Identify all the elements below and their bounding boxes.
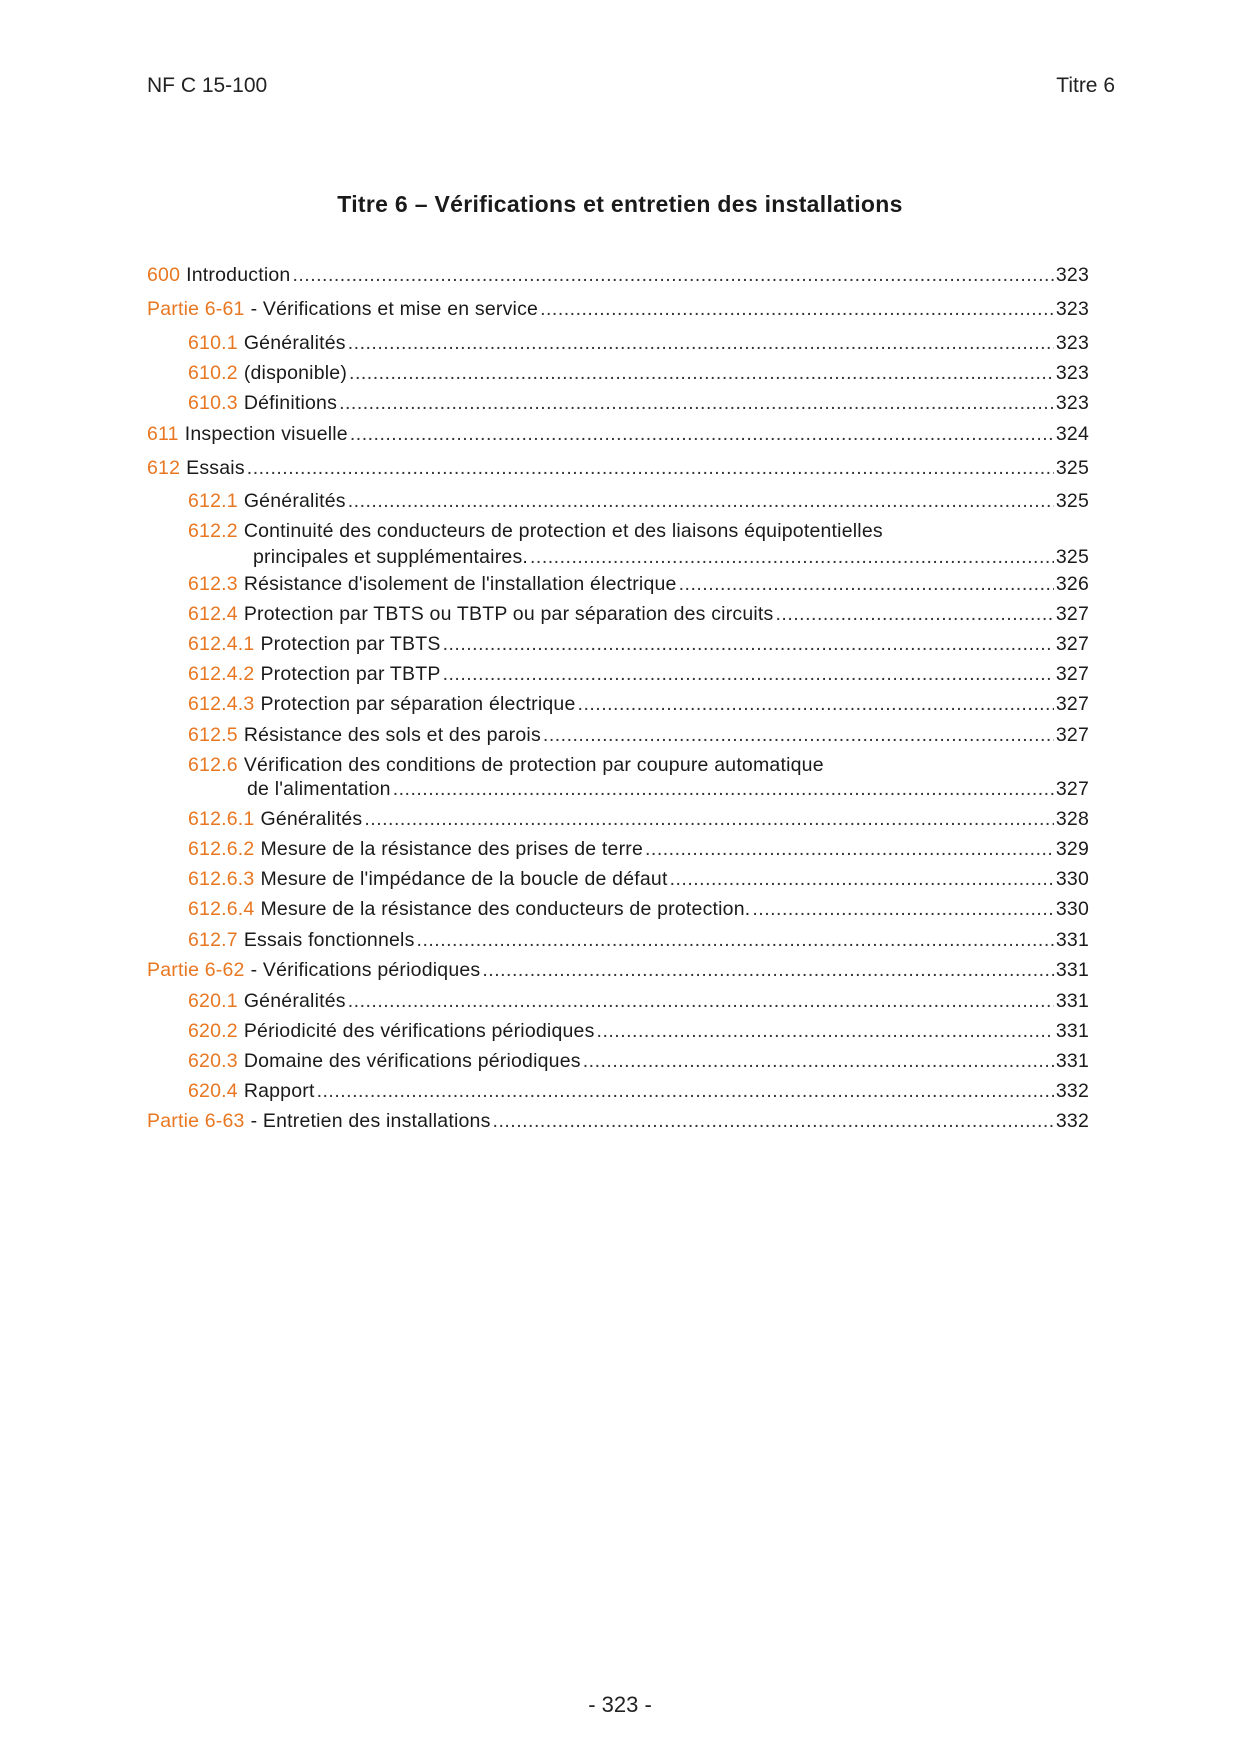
toc-entry-title: - Vérifications périodiques <box>250 959 481 981</box>
toc-entry-title: - Entretien des installations <box>250 1110 491 1132</box>
toc-entry-title: Définitions <box>243 392 338 414</box>
toc-leader-dots <box>679 571 1054 597</box>
toc-entry-title: (disponible) <box>243 362 348 384</box>
toc-entry[interactable] <box>188 866 1089 892</box>
toc-entry-number[interactable]: 612.4.1 <box>188 633 255 655</box>
toc-entry-page: 324 <box>1055 423 1089 445</box>
toc-entry[interactable] <box>188 601 1089 627</box>
toc-entry-number[interactable]: 620.2 <box>188 1020 238 1042</box>
toc-leader-dots <box>417 927 1054 953</box>
toc-entry[interactable] <box>147 296 1089 322</box>
toc-entry-number[interactable]: 612.1 <box>188 490 238 512</box>
toc-entry-continuation <box>247 776 1089 802</box>
toc-leader-dots <box>247 455 1054 481</box>
toc-leader-dots <box>292 262 1053 288</box>
toc-leader-dots <box>597 1018 1054 1044</box>
toc-leader-dots <box>752 896 1053 922</box>
toc-entry[interactable] <box>188 988 1089 1014</box>
toc-entry-title: Protection par TBTS <box>260 633 441 655</box>
toc-entry-number[interactable]: 620.4 <box>188 1080 238 1102</box>
toc-entry-page: 331 <box>1055 990 1089 1012</box>
toc-entry[interactable] <box>188 752 1089 778</box>
toc-entry-page: 327 <box>1055 693 1089 715</box>
toc-entry-page: 329 <box>1055 838 1089 860</box>
toc-entry-number[interactable]: 612.4.2 <box>188 663 255 685</box>
toc-entry-number[interactable]: 620.1 <box>188 990 238 1012</box>
toc-entry[interactable] <box>188 631 1089 657</box>
toc-entry[interactable] <box>188 927 1089 953</box>
toc-entry[interactable] <box>188 836 1089 862</box>
toc-entry-page: 330 <box>1055 868 1089 890</box>
toc-entry[interactable] <box>188 691 1089 717</box>
page-number: - 323 - <box>588 1692 652 1717</box>
toc-entry[interactable] <box>188 488 1089 514</box>
toc-entry-page: 331 <box>1055 1020 1089 1042</box>
toc-entry-title: Essais <box>186 457 245 479</box>
toc-entry[interactable] <box>147 1108 1089 1134</box>
toc-leader-dots <box>339 390 1054 416</box>
toc-entry[interactable] <box>188 360 1089 386</box>
toc-entry-title: Domaine des vérifications périodiques <box>243 1050 581 1072</box>
toc-entry-page: 331 <box>1055 959 1089 981</box>
toc-leader-dots <box>540 296 1054 322</box>
toc-leader-dots <box>393 776 1054 802</box>
toc-entry-title: Protection par TBTP <box>260 663 441 685</box>
toc-entry-page: 323 <box>1055 392 1089 414</box>
toc-entry-number[interactable]: 612.5 <box>188 724 238 746</box>
toc-entry-page: 323 <box>1055 298 1089 320</box>
toc-entry-number[interactable]: 610.1 <box>188 332 238 354</box>
toc-entry-number[interactable]: 612.4.3 <box>188 693 255 715</box>
toc-entry[interactable] <box>188 390 1089 416</box>
running-header-section: Titre 6 <box>1056 74 1115 97</box>
toc-entry-number[interactable]: 610.2 <box>188 362 238 384</box>
toc-leader-dots <box>364 806 1053 832</box>
toc-entry-title: Vérification des conditions de protection par coupure automatique <box>243 754 824 776</box>
toc-entry-title: Généralités <box>243 490 346 512</box>
toc-entry[interactable] <box>188 722 1089 748</box>
toc-entry-number[interactable]: 620.3 <box>188 1050 238 1072</box>
toc-entry[interactable] <box>188 330 1089 356</box>
toc-leader-dots <box>776 601 1054 627</box>
toc-entry-title-continued: principales et supplémentaires. <box>253 546 529 568</box>
toc-entry[interactable] <box>188 1078 1089 1104</box>
toc-leader-dots <box>543 722 1054 748</box>
toc-entry-number[interactable]: Partie 6-63 <box>147 1110 245 1132</box>
toc-entry[interactable] <box>147 421 1089 447</box>
toc-entry-page: 331 <box>1055 1050 1089 1072</box>
toc-entry-title: Mesure de la résistance des conducteurs de protection. <box>260 898 751 920</box>
toc-entry[interactable] <box>188 1048 1089 1074</box>
toc-entry-page: 332 <box>1055 1080 1089 1102</box>
toc-entry[interactable] <box>188 571 1089 597</box>
toc-leader-dots <box>645 836 1054 862</box>
toc-entry-number[interactable]: 612.4 <box>188 603 238 625</box>
toc-entry-page: 327 <box>1055 603 1089 625</box>
toc-entry[interactable] <box>188 896 1089 922</box>
toc-entry[interactable] <box>188 518 1089 544</box>
toc-entry-page: 327 <box>1055 633 1089 655</box>
toc-entry-page: 331 <box>1055 929 1089 951</box>
toc-entry-title: - Vérifications et mise en service <box>250 298 539 320</box>
toc-entry-title: Introduction <box>186 264 291 286</box>
toc-entry-page: 328 <box>1055 808 1089 830</box>
toc-entry-page: 330 <box>1055 898 1089 920</box>
toc-leader-dots <box>578 691 1054 717</box>
toc-entry-number[interactable]: 612.6.3 <box>188 868 255 890</box>
toc-entry-title: Inspection visuelle <box>184 423 348 445</box>
toc-entry-number[interactable]: 612 <box>147 457 181 479</box>
toc-entry[interactable] <box>147 262 1089 288</box>
toc-entry-title-continued: de l'alimentation <box>247 778 391 800</box>
toc-leader-dots <box>670 866 1054 892</box>
toc-entry-title: Résistance d'isolement de l'installation électrique <box>243 573 677 595</box>
toc-entry-title: Protection par séparation électrique <box>260 693 576 715</box>
toc-leader-dots <box>349 360 1054 386</box>
toc-leader-dots <box>348 488 1054 514</box>
toc-entry-number[interactable]: 600 <box>147 264 181 286</box>
toc-leader-dots <box>350 421 1054 447</box>
toc-entry-page: 332 <box>1055 1110 1089 1132</box>
toc-leader-dots <box>443 631 1054 657</box>
toc-entry-title: Rapport <box>243 1080 315 1102</box>
toc-entry-title: Mesure de la résistance des prises de terre <box>260 838 643 860</box>
toc-entry-number[interactable]: 612.6 <box>188 754 238 776</box>
toc-entry[interactable] <box>147 455 1089 481</box>
toc-entry-page: 327 <box>1055 778 1089 800</box>
running-header-standard: NF C 15-100 <box>147 74 268 97</box>
toc-entry[interactable] <box>188 661 1089 687</box>
toc-entry-title: Mesure de l'impédance de la boucle de défaut <box>260 868 668 890</box>
toc-entry-number[interactable]: Partie 6-61 <box>147 298 245 320</box>
toc-entry-title: Périodicité des vérifications périodiques <box>243 1020 595 1042</box>
toc-entry-number[interactable]: 612.3 <box>188 573 238 595</box>
toc-entry-number[interactable]: 612.6.4 <box>188 898 255 920</box>
page-title: Titre 6 – Vérifications et entretien des installations <box>337 191 903 217</box>
toc-leader-dots <box>348 330 1054 356</box>
toc-leader-dots <box>493 1108 1054 1134</box>
toc-entry-page: 323 <box>1055 362 1089 384</box>
toc-entry-number[interactable]: 612.6.2 <box>188 838 255 860</box>
toc-entry-number[interactable]: 612.2 <box>188 520 238 542</box>
toc-entry-page: 325 <box>1055 546 1089 568</box>
toc-entry-number[interactable]: 612.7 <box>188 929 238 951</box>
toc-leader-dots <box>530 544 1054 570</box>
toc-entry-number[interactable]: Partie 6-62 <box>147 959 245 981</box>
toc-entry[interactable] <box>188 806 1089 832</box>
toc-leader-dots <box>348 988 1054 1014</box>
toc-entry-page: 323 <box>1055 332 1089 354</box>
toc-entry-page: 327 <box>1055 663 1089 685</box>
toc-entry-number[interactable]: 611 <box>147 423 179 445</box>
toc-entry-page: 325 <box>1055 457 1089 479</box>
toc-entry-title: Continuité des conducteurs de protection et des liaisons équipotentielles <box>243 520 883 542</box>
toc-leader-dots <box>482 957 1054 983</box>
toc-entry-title: Généralités <box>243 990 346 1012</box>
toc-leader-dots <box>443 661 1054 687</box>
toc-entry-title: Résistance des sols et des parois <box>243 724 541 746</box>
toc-entry-title: Généralités <box>243 332 346 354</box>
toc-entry-title: Essais fonctionnels <box>243 929 415 951</box>
toc-entry-number[interactable]: 612.6.1 <box>188 808 255 830</box>
toc-entry-number[interactable]: 610.3 <box>188 392 238 414</box>
toc-entry-page: 323 <box>1055 264 1089 286</box>
toc-entry[interactable] <box>147 957 1089 983</box>
toc-entry-page: 325 <box>1055 490 1089 512</box>
toc-entry-page: 327 <box>1055 724 1089 746</box>
toc-leader-dots <box>317 1078 1054 1104</box>
toc-entry-page: 326 <box>1055 573 1089 595</box>
toc-entry[interactable] <box>188 1018 1089 1044</box>
toc-entry-title: Protection par TBTS ou TBTP ou par séparation des circuits <box>243 603 774 625</box>
toc-leader-dots <box>583 1048 1054 1074</box>
toc-entry-continuation <box>253 544 1089 570</box>
toc-entry-title: Généralités <box>260 808 363 830</box>
